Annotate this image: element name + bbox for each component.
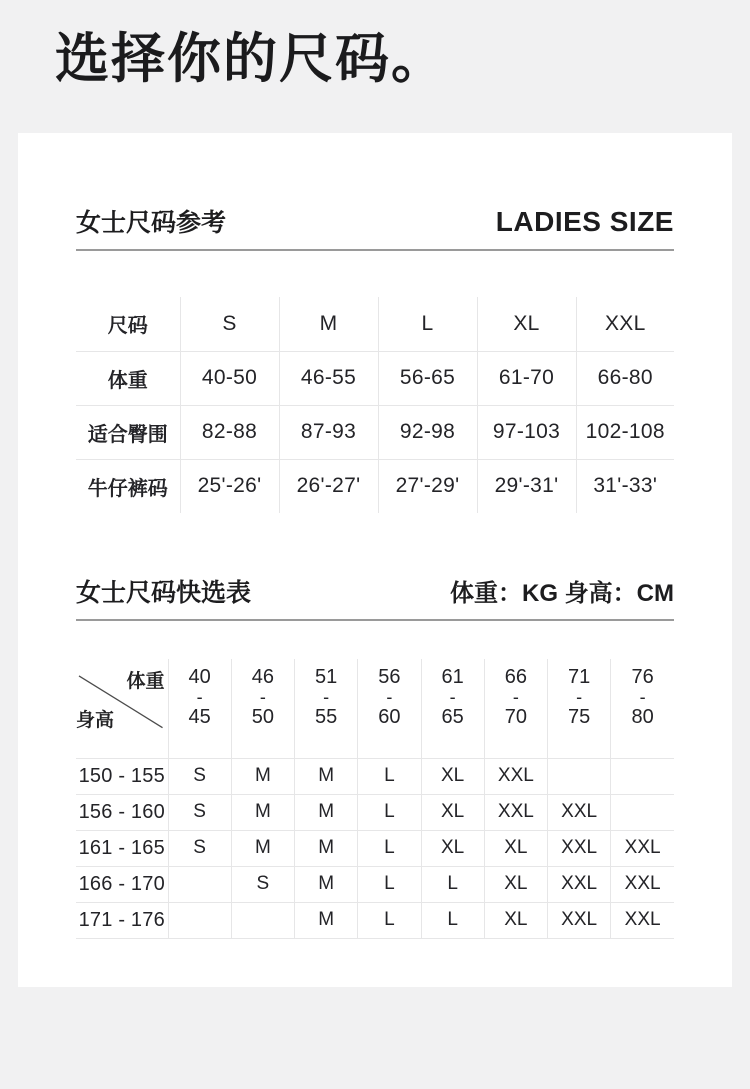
size-cell: M (295, 866, 358, 902)
row-label: 牛仔裤码 (76, 459, 180, 513)
value-cell: 27'-29' (378, 459, 477, 513)
size-cell: XXL (611, 902, 674, 938)
size-cell: M (295, 758, 358, 794)
size-guide-card (18, 133, 732, 987)
size-cell (168, 902, 231, 938)
size-cell: L (358, 902, 421, 938)
size-cell: XL (421, 830, 484, 866)
section-title-cn: 女士尺码参考 (76, 209, 227, 237)
value-cell: 97-103 (477, 405, 576, 459)
row-label: 体重 (76, 351, 180, 405)
weight-range-header: 76 - 80 (611, 659, 674, 758)
value-cell: 26'-27' (279, 459, 378, 513)
row-label: 适合臀围 (76, 405, 180, 459)
size-cell: XXL (611, 830, 674, 866)
corner-label-height: 身高 (76, 710, 115, 731)
value-cell: 61-70 (477, 351, 576, 405)
value-cell: 82-88 (180, 405, 279, 459)
height-range-label: 150 - 155 (76, 758, 168, 794)
size-cell: XL (477, 297, 576, 351)
corner-label-weight: 体重 (126, 671, 165, 692)
quick-select-table (76, 659, 674, 939)
value-cell: 102-108 (576, 405, 674, 459)
page-title: 选择你的尺码。 (55, 29, 447, 89)
value-cell: 87-93 (279, 405, 378, 459)
size-cell: XL (484, 830, 547, 866)
weight-range-header: 40 - 45 (168, 659, 231, 758)
value-cell: 66-80 (576, 351, 674, 405)
size-cell: S (231, 866, 294, 902)
size-cell: L (421, 902, 484, 938)
size-cell: L (358, 866, 421, 902)
height-range-label: 166 - 170 (76, 866, 168, 902)
size-cell: S (168, 794, 231, 830)
table-row-weight (76, 351, 674, 405)
size-cell: L (358, 758, 421, 794)
weight-range-header: 61 - 65 (421, 659, 484, 758)
size-cell: XL (484, 902, 547, 938)
weight-range-header: 56 - 60 (358, 659, 421, 758)
size-cell: M (279, 297, 378, 351)
corner-cell (76, 659, 168, 758)
size-cell: L (378, 297, 477, 351)
size-cell: XXL (548, 902, 611, 938)
size-cell: M (295, 830, 358, 866)
weight-range-header: 51 - 55 (295, 659, 358, 758)
size-cell: XXL (576, 297, 674, 351)
size-cell (611, 758, 674, 794)
size-cell: L (358, 794, 421, 830)
matrix-row (76, 758, 674, 794)
matrix-row (76, 830, 674, 866)
size-reference-table (76, 297, 674, 513)
value-cell: 46-55 (279, 351, 378, 405)
table-row-jeans (76, 459, 674, 513)
section-title-cn: 女士尺码快选表 (76, 579, 252, 607)
height-range-label: 156 - 160 (76, 794, 168, 830)
size-cell (168, 866, 231, 902)
size-cell: M (231, 794, 294, 830)
units-label: 体重：KG 身高：CM (450, 580, 674, 607)
size-cell: S (168, 758, 231, 794)
size-cell: S (180, 297, 279, 351)
size-cell: S (168, 830, 231, 866)
matrix-row (76, 902, 674, 938)
size-cell: XXL (548, 830, 611, 866)
size-cell: XXL (484, 794, 547, 830)
weight-range-header: 71 - 75 (548, 659, 611, 758)
header-rule (76, 619, 674, 621)
value-cell: 92-98 (378, 405, 477, 459)
row-label: 尺码 (107, 315, 148, 338)
size-cell: M (231, 758, 294, 794)
size-cell (231, 902, 294, 938)
value-cell: 25'-26' (180, 459, 279, 513)
size-cell: M (295, 794, 358, 830)
size-cell: L (358, 830, 421, 866)
size-cell: L (421, 866, 484, 902)
height-range-label: 161 - 165 (76, 830, 168, 866)
size-cell: XL (421, 758, 484, 794)
size-cell: XXL (611, 866, 674, 902)
value-cell: 40-50 (180, 351, 279, 405)
header-rule (76, 249, 674, 251)
size-cell (548, 758, 611, 794)
size-cell: XL (421, 794, 484, 830)
weight-range-header: 46 - 50 (231, 659, 294, 758)
value-cell: 56-65 (378, 351, 477, 405)
table-row-size (76, 297, 674, 351)
size-cell (611, 794, 674, 830)
value-cell: 29'-31' (477, 459, 576, 513)
size-cell: XXL (548, 794, 611, 830)
size-cell: XL (484, 866, 547, 902)
matrix-row (76, 866, 674, 902)
height-range-label: 171 - 176 (76, 902, 168, 938)
weight-range-header: 66 - 70 (484, 659, 547, 758)
section-header-ladies-size (76, 133, 674, 239)
size-cell: XXL (484, 758, 547, 794)
section-header-quick-select (76, 573, 674, 609)
value-cell: 31'-33' (576, 459, 674, 513)
size-cell: M (295, 902, 358, 938)
size-cell: XXL (548, 866, 611, 902)
matrix-row (76, 794, 674, 830)
size-cell: M (231, 830, 294, 866)
table-row-hip (76, 405, 674, 459)
section-title-en: LADIES SIZE (495, 206, 674, 237)
matrix-header-row (76, 659, 674, 758)
